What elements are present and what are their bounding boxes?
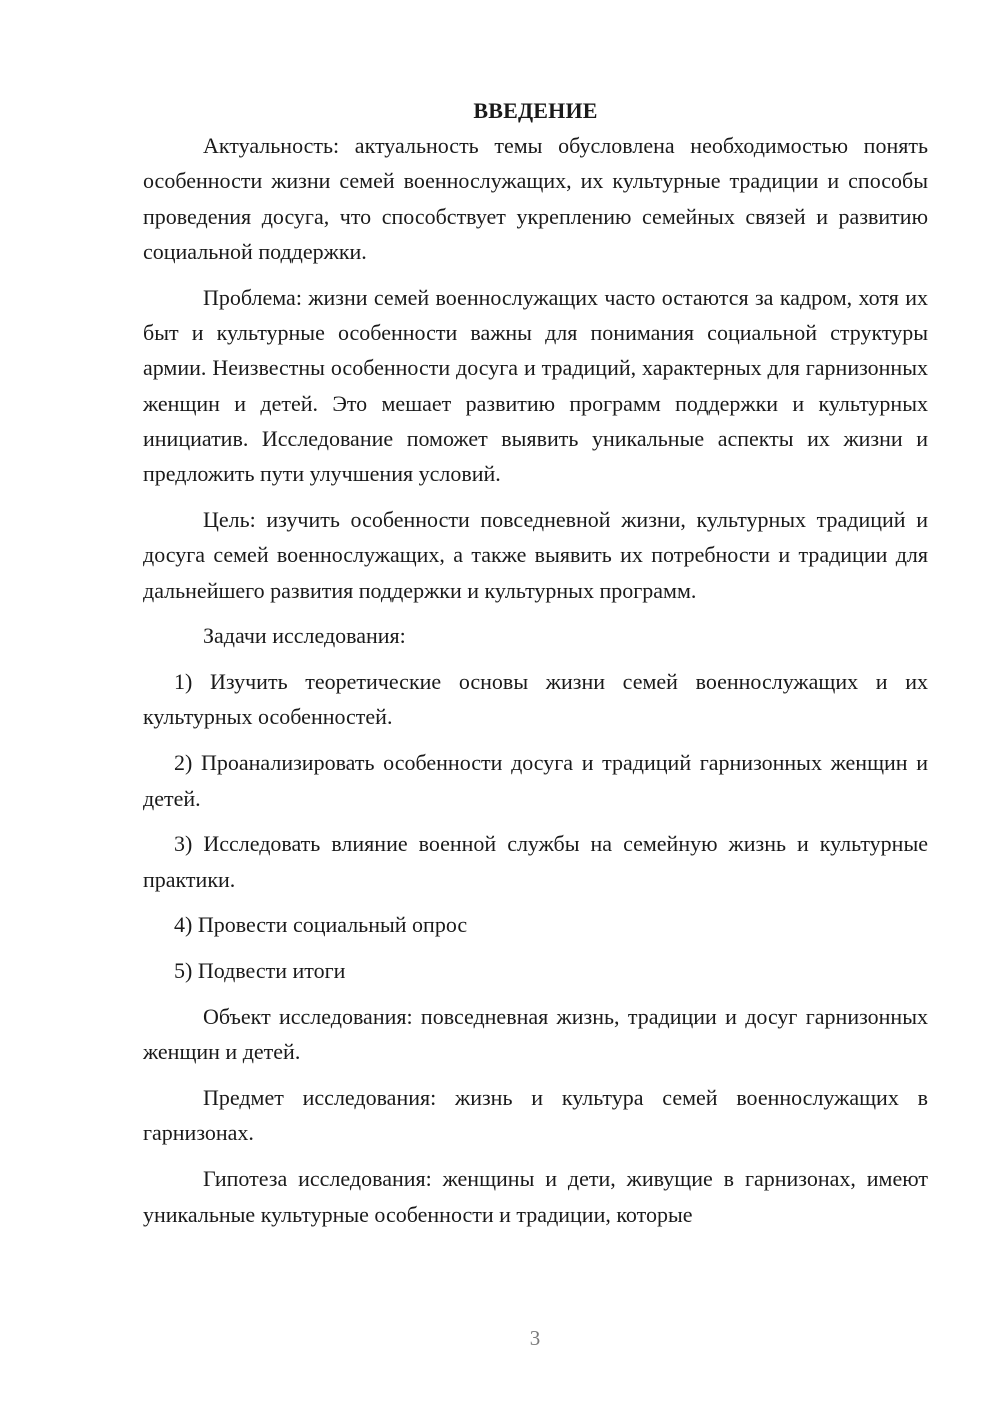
task-item-1: 1) Изучить теоретические основы жизни семей военнослужащих и их культурных особенностей. [143,669,928,730]
section-heading: ВВЕДЕНИЕ [473,98,598,123]
paragraph-relevance: Актуальность: актуальность темы обусловлена необходимостью понять особенности жизни семей военнослужащих, их культурные традиции и способы проведения досуга, что способствует укреплению семейных связей и развитию социальной поддержки. [143,133,928,264]
document-page [143,93,928,1242]
task-item-3: 3) Исследовать влияние военной службы на семейную жизнь и культурные практики. [143,831,928,892]
paragraph-problem: Проблема: жизни семей военнослужащих часто остаются за кадром, хотя их быт и культурные особенности важны для понимания социальной структуры армии. Неизвестны особенности досуга и традиций, характерных для гарнизонных женщин и детей. Это мешает развитию программ поддержки и культурных инициатив. Исследование поможет выявить уникальные аспекты их жизни и предложить пути улучшения условий. [143,284,928,487]
paragraph-object: Объект исследования: повседневная жизнь, традиции и досуг гарнизонных женщин и детей. [143,1004,928,1065]
task-item-5: 5) Подвести итоги [174,958,346,984]
paragraph-hypothesis: Гипотеза исследования: женщины и дети, живущие в гарнизонах, имеют уникальные культурные особенности и традиции, которые [143,1166,928,1227]
task-item-2: 2) Проанализировать особенности досуга и традиций гарнизонных женщин и детей. [143,750,928,811]
task-item-4: 4) Провести социальный опрос [174,912,468,938]
paragraph-goal: Цель: изучить особенности повседневной жизни, культурных традиций и досуга семей военнослужащих, а также выявить их потребности и традиции для дальнейшего развития поддержки и культурных программ. [143,506,928,603]
paragraph-subject: Предмет исследования: жизнь и культура семей военнослужащих в гарнизонах. [143,1085,928,1146]
page-number: 3 [529,1326,541,1350]
paragraph-tasks-title: Задачи исследования: [203,623,406,649]
